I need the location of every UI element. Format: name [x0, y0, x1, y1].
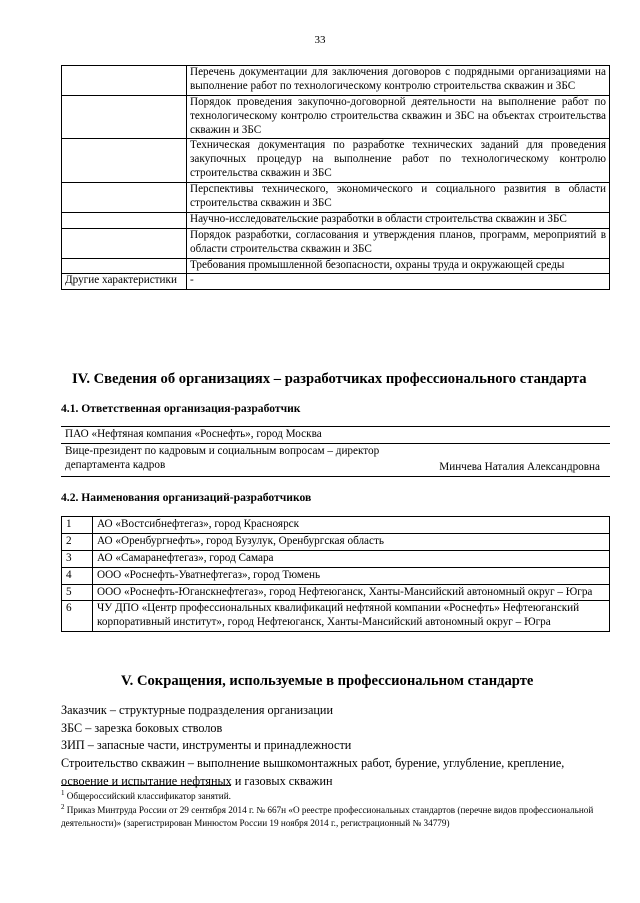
org-number: 4 — [62, 567, 93, 584]
org-number: 1 — [62, 517, 93, 534]
organization-name: ПАО «Нефтяная компания «Роснефть», город Москва — [61, 427, 610, 444]
footnote-mark: 2 — [61, 802, 65, 811]
table-cell-label — [62, 95, 187, 139]
org-name: ООО «Роснефть-Юганскнефтегаз», город Нефтеюганск, Ханты-Мансийский автономный округ – Югра — [93, 584, 610, 601]
table-cell-label — [62, 228, 187, 258]
table-cell-label — [62, 212, 187, 228]
subsection-4-1-heading: 4.1. Ответственная организация-разработчик — [61, 402, 301, 415]
section-4-heading: IV. Сведения об организациях – разработчиках профессионального стандарта — [72, 371, 587, 387]
footnotes — [61, 789, 610, 830]
table-cell-label — [62, 66, 187, 96]
org-number: 6 — [62, 601, 93, 632]
table-row — [61, 443, 610, 476]
org-name: АО «Востсибнефтегаз», город Красноярск — [93, 517, 610, 534]
abbreviation-item: ЗБС – зарезка боковых стволов — [61, 720, 223, 735]
table-row-other-characteristics — [62, 274, 610, 290]
signatory-position: Вице-президент по кадровым и социальным вопросам – директор департамента кадров — [65, 444, 380, 471]
table-row — [62, 258, 610, 274]
table-cell-text: Порядок разработки, согласования и утверждения планов, программ, мероприятий в области строительства скважин и ЗБС — [187, 228, 610, 258]
footnote-text: Общероссийский классификатор занятий. — [64, 791, 231, 802]
table-cell-text: Перечень документации для заключения договоров с подрядными организациями на выполнение работ по технологическому контролю строительства скважин и ЗБС — [187, 66, 610, 96]
table-row — [62, 567, 610, 584]
table-row — [62, 584, 610, 601]
characteristics-table — [61, 65, 610, 290]
table-cell-text: Научно-исследовательские разработки в области строительства скважин и ЗБС — [187, 212, 610, 228]
table-cell-text: Порядок проведения закупочно-договорной деятельности на выполнение работ по технологическому контролю строительства скважин и ЗБС на объектах строительства скважин и ЗБС — [187, 95, 610, 139]
table-row — [62, 212, 610, 228]
table-cell-text: Требования промышленной безопасности, охраны труда и окружающей среды — [187, 258, 610, 274]
table-cell-label — [62, 258, 187, 274]
footnote-divider — [61, 785, 231, 786]
table-row — [62, 66, 610, 96]
table-row — [62, 533, 610, 550]
abbreviations-list — [61, 702, 610, 790]
table-cell-label: Другие характеристики — [62, 274, 187, 290]
org-name: ЧУ ДПО «Центр профессиональных квалификаций нефтяной компании «Роснефть» Нефтеюганский корпоративный институт», город Нефтеюганск, Ханты-Мансийский автономный округ – Югра — [93, 601, 610, 632]
table-row — [62, 228, 610, 258]
footnote-text: Приказ Минтруда России от 29 сентября 2014 г. № 667н «О реестре профессиональных стандартов (перечне видов профессиональной деятельности)» (зарегистрирован Минюстом России 19 ноября 2014 г., регистрационный № 34779) — [61, 805, 594, 828]
table-cell-text: - — [187, 274, 610, 290]
org-number: 2 — [62, 533, 93, 550]
table-row — [62, 95, 610, 139]
table-row — [62, 550, 610, 567]
table-row — [62, 139, 610, 183]
abbreviation-item: Строительство скважин – выполнение вышкомонтажных работ, бурение, углубление, крепление, освоение и испытание нефтяных и газовых скважин — [61, 756, 565, 788]
page-number: 33 — [314, 34, 326, 46]
footnote-mark: 1 — [61, 789, 65, 797]
section-5-heading: V. Сокращения, используемые в профессиональном стандарте — [121, 673, 534, 689]
org-name: АО «Самаранефтегаз», город Самара — [93, 550, 610, 567]
table-cell-label — [62, 183, 187, 213]
table-cell-text: Перспективы технического, экономического и социального развития в области строительства скважин и ЗБС — [187, 183, 610, 213]
table-cell-text: Техническая документация по разработке технических заданий для проведения закупочных процедур на выполнение работ по технологическому контролю строительства скважин и ЗБС — [187, 139, 610, 183]
footnote — [61, 803, 610, 830]
subsection-4-2-heading: 4.2. Наименования организаций-разработчиков — [61, 491, 312, 504]
footnote — [61, 789, 610, 803]
abbreviation-item: Заказчик – структурные подразделения организации — [61, 703, 333, 717]
org-name: ООО «Роснефть-Уватнефтегаз», город Тюмень — [93, 567, 610, 584]
table-row — [62, 517, 610, 534]
org-number: 5 — [62, 584, 93, 601]
table-cell-label — [62, 139, 187, 183]
table-row — [62, 601, 610, 632]
table-row — [61, 427, 610, 444]
org-name: АО «Оренбургнефть», город Бузулук, Оренбургская область — [93, 533, 610, 550]
developer-organizations-table — [61, 516, 610, 632]
abbreviation-item: ЗИП – запасные части, инструменты и принадлежности — [61, 738, 352, 753]
signatory-cell — [61, 443, 610, 476]
org-number: 3 — [62, 550, 93, 567]
responsible-organization-table — [61, 426, 610, 477]
signatory-name: Минчева Наталия Александровна — [439, 461, 600, 473]
table-row — [62, 183, 610, 213]
